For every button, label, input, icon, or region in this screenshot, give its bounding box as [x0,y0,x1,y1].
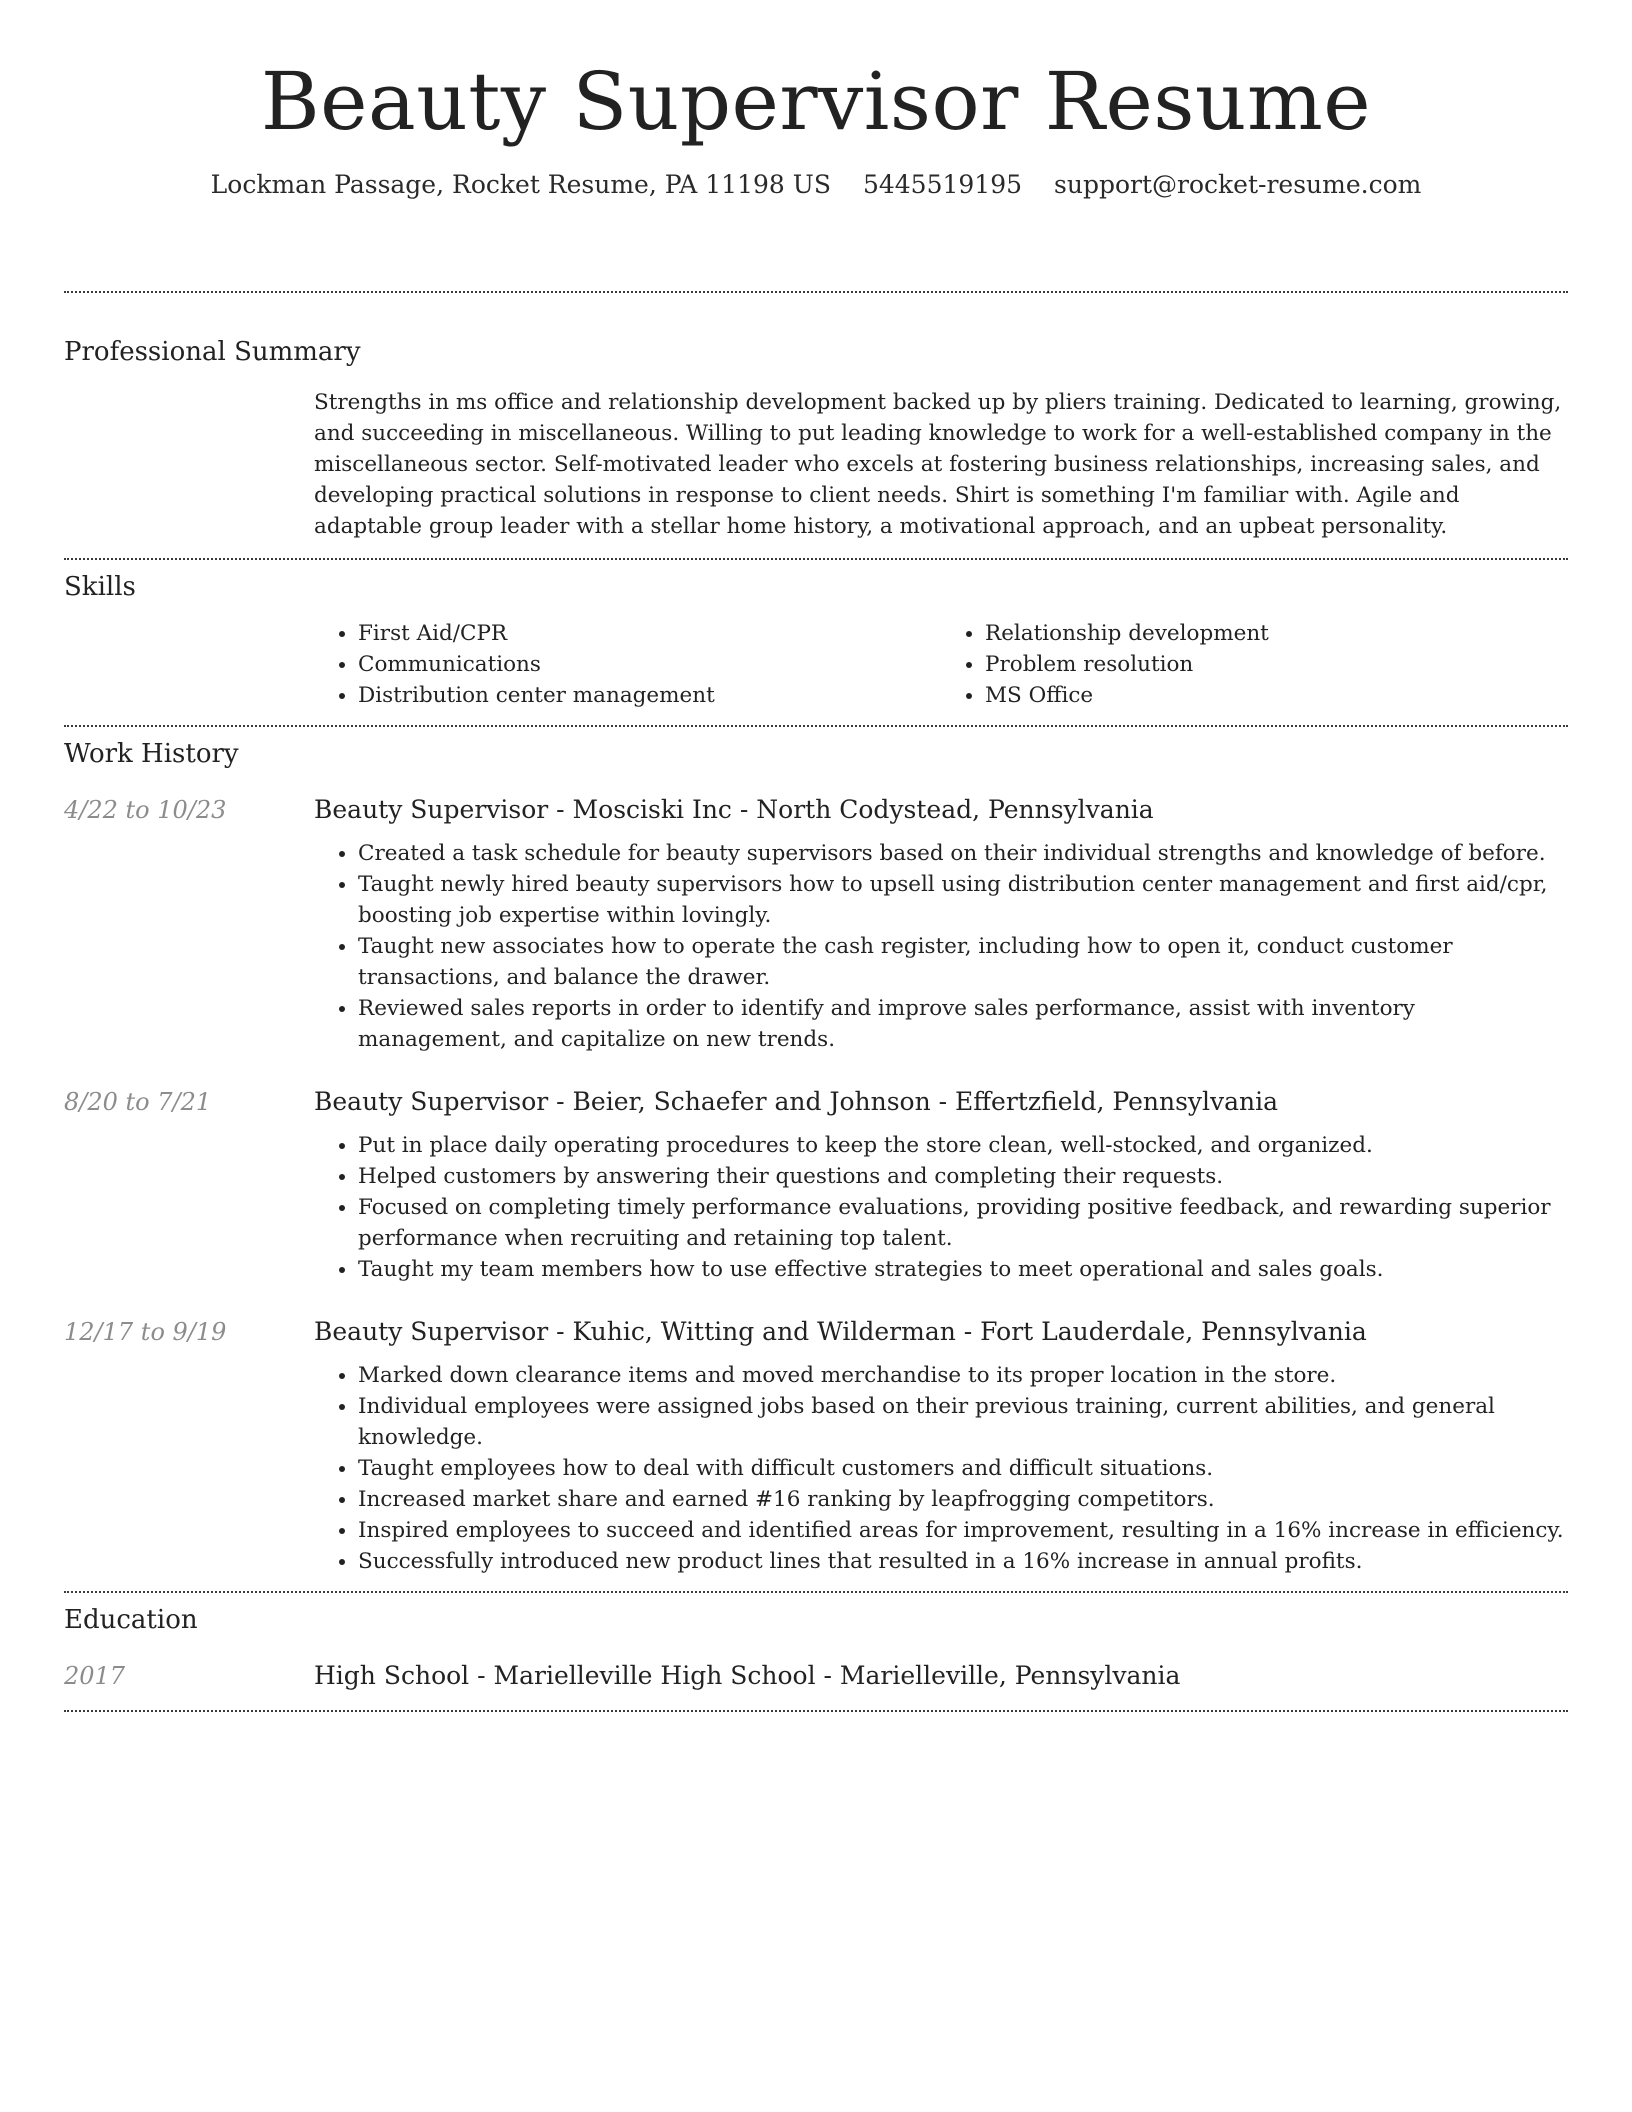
job-bullets [314,1130,1568,1285]
education-dates: 2017 [64,1662,126,1690]
job-bullet: • Helped customers by answering their questions and completing their requests. [358,1161,1568,1192]
job-bullet: • Taught newly hired beauty supervisors how to upsell using distribution center management and first aid/cpr, boosting job expertise within lovingly. [358,869,1568,931]
contact-line [0,170,1632,199]
phone-text: 5445519195 [862,170,1023,199]
education-heading-text: High School - Marielleville High School - Marielleville, Pennsylvania [314,1661,1181,1690]
work-section [0,727,1632,1591]
job-bullet: • Marked down clearance items and moved merchandise to its proper location in the store. [358,1360,1568,1391]
job-bullet: • Inspired employees to succeed and identified areas for improvement, resulting in a 16% increase in efficiency. [358,1515,1568,1546]
job-heading: Beauty Supervisor - Kuhic, Witting and Wilderman - Fort Lauderdale, Pennsylvania [314,1317,1367,1346]
summary-section [0,293,1632,558]
summary-text: Strengths in ms office and relationship development backed up by pliers training. Dedicated to learning, growing, and succeeding in miscellaneous. Willing to put leading knowledge to work for a well-established company in the miscellaneous sector. Self-motivated leader who excels at fostering business relationships, increasing sales, and developing practical solutions in response to client needs. Shirt is something I'm familiar with. Agile and adaptable group leader with a stellar home history, a motivational approach, and an upbeat personality. [314,390,1562,539]
skills-heading: Skills [64,572,136,602]
resume-title: Beauty Supervisor Resume [260,55,1372,148]
address-text: Lockman Passage, Rocket Resume, PA 11198 US [210,170,831,199]
skill-item: • Problem resolution [985,649,1568,680]
skill-item: • MS Office [985,680,1568,711]
work-heading: Work History [64,739,239,769]
job-bullet: • Put in place daily operating procedures to keep the store clean, well-stocked, and organized. [358,1130,1568,1161]
job-dates: 8/20 to 7/21 [64,1088,212,1116]
skill-item: • Distribution center management [358,680,941,711]
skill-item: • First Aid/CPR [358,618,941,649]
job-bullet: • Taught employees how to deal with difficult customers and difficult situations. [358,1453,1568,1484]
job-bullets [314,1360,1568,1577]
skills-grid [314,618,1568,725]
skill-item: • Communications [358,649,941,680]
education-header [64,1661,1568,1690]
summary-heading: Professional Summary [64,337,361,367]
job-entry [64,795,1568,1055]
job-bullet: • Taught new associates how to operate the cash register, including how to open it, conduct customer transactions, and balance the drawer. [358,931,1568,993]
divider [64,1710,1568,1712]
resume-header [0,0,1632,240]
job-entry [64,1317,1568,1591]
summary-content [314,387,1568,558]
job-bullet: • Taught my team members how to use effective strategies to meet operational and sales goals. [358,1254,1568,1285]
education-heading: Education [64,1605,198,1635]
job-dates: 12/17 to 9/19 [64,1318,227,1346]
job-bullet: • Increased market share and earned #16 ranking by leapfrogging competitors. [358,1484,1568,1515]
education-entry [64,1661,1568,1710]
job-dates: 4/22 to 10/23 [64,796,227,824]
skills-list-right [941,618,1568,711]
job-bullets [314,838,1568,1055]
job-bullet: • Created a task schedule for beauty supervisors based on their individual strengths and knowledge of before. [358,838,1568,869]
job-heading: Beauty Supervisor - Beier, Schaefer and Johnson - Effertzfield, Pennsylvania [314,1087,1279,1116]
job-bullet: • Focused on completing timely performance evaluations, providing positive feedback, and rewarding superior performance when recruiting and retaining top talent. [358,1192,1568,1254]
skills-list-left [314,618,941,711]
job-bullet: • Successfully introduced new product lines that resulted in a 16% increase in annual profits. [358,1546,1568,1577]
job-bullet: • Individual employees were assigned jobs based on their previous training, current abilities, and general knowledge. [358,1391,1568,1453]
education-section [0,1593,1632,1710]
email-text: support@rocket-resume.com [1054,170,1422,199]
job-entry [64,1087,1568,1285]
job-bullet: • Reviewed sales reports in order to identify and improve sales performance, assist with inventory management, and capitalize on new trends. [358,993,1568,1055]
job-header [64,795,1568,824]
job-heading: Beauty Supervisor - Mosciski Inc - North Codystead, Pennsylvania [314,795,1154,824]
skill-item: • Relationship development [985,618,1568,649]
job-header [64,1087,1568,1116]
job-header [64,1317,1568,1346]
skills-section [0,560,1632,725]
